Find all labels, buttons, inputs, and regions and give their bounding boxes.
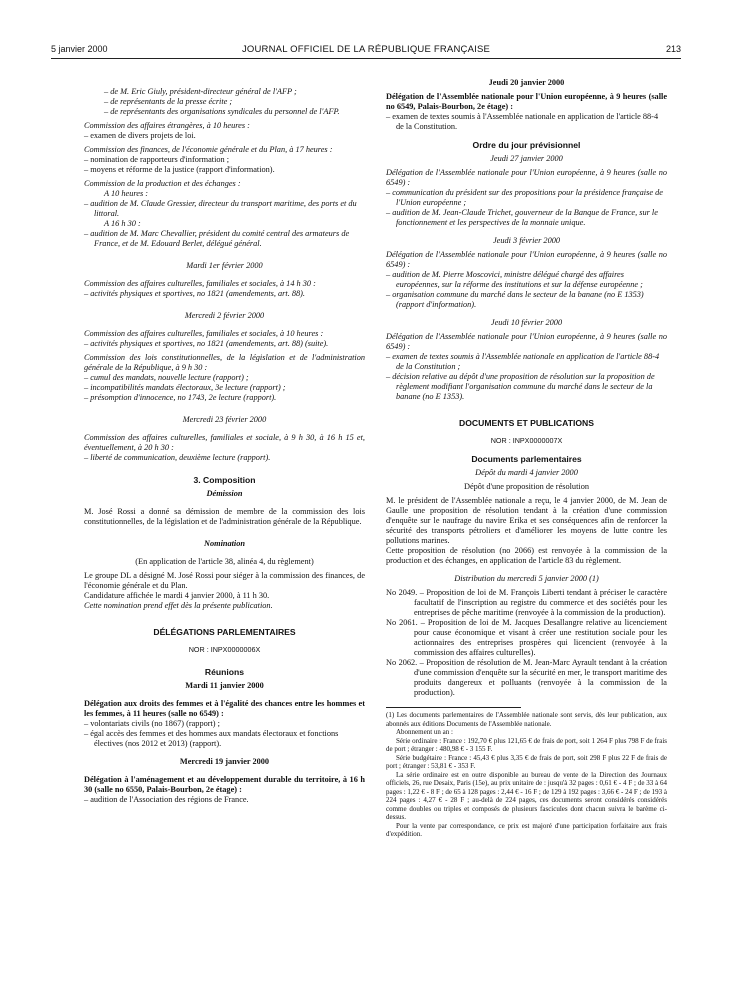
list-item: – nomination de rapporteurs d'information ;	[84, 155, 230, 164]
document-entry	[386, 588, 667, 618]
list-item: – activités physiques et sportives, no 1821 (amendements, art. 88).	[84, 289, 305, 298]
date-heading: Jeudi 10 février 2000	[490, 318, 563, 327]
list-item: – examen de divers projets de loi.	[84, 131, 196, 140]
date-heading: Mercredi 2 février 2000	[184, 311, 265, 320]
document-number: No 2062.	[386, 658, 418, 667]
footnote: Abonnement un an :	[396, 728, 453, 736]
commission-heading: Commission des affaires culturelles, familiales et sociales, à 10 heures :	[84, 329, 324, 338]
list-item: – audition de M. Pierre Moscovici, ministre délégué chargé des affaires européennes, sur la réforme des institutions et sur la défense européenne ;	[386, 270, 643, 289]
commission-heading: Commission des affaires étrangères, à 10 heures :	[84, 121, 250, 130]
delegation-heading: Délégation de l'Assemblée nationale pour l'Union européenne, à 9 heures (salle no 6549) :	[386, 332, 667, 351]
list-item: – de représentants des organisations syndicales du personnel de l'AFP.	[104, 107, 340, 116]
footnotes	[386, 711, 667, 839]
footnote: Série ordinaire : France : 192,70 € plus 121,65 € de frais de port, soit 1 264 F plus 798 F de frais de port ; étranger : 480,98 € - 3 155 F.	[386, 736, 667, 753]
list-item: – présomption d'innocence, no 1743, 2e lecture (rapport).	[84, 393, 277, 402]
footnote: Série budgétaire : France : 45,43 € plus 3,35 € de frais de port, soit 298 F plus 22 F de frais de port ; étranger : 53,81 € - 353 F.	[386, 753, 667, 770]
commission-heading: Commission des lois constitutionnelles, de la législation et de l'administration générale de la République, à 9 h 30 :	[84, 353, 365, 372]
date-heading: Jeudi 20 janvier 2000	[488, 78, 565, 87]
section-heading-composition: 3. Composition	[193, 475, 256, 485]
list-item: – audition de l'Association des régions de France.	[84, 795, 249, 804]
date-heading: Mardi 1er février 2000	[186, 261, 263, 270]
section-heading-documents: DOCUMENTS ET PUBLICATIONS	[459, 418, 594, 428]
list-item: – audition de M. Marc Chevallier, président du comité central des armateurs de France, et de M. Edouard Berlet, délégué général.	[84, 229, 350, 248]
list-item: – de M. Eric Giuly, président-directeur général de l'AFP ;	[104, 87, 297, 96]
header-rule	[51, 58, 681, 59]
list-item: – volontariats civils (no 1867) (rapport) ;	[84, 719, 220, 728]
depot-title: Dépôt d'une proposition de résolution	[463, 482, 589, 491]
nor-reference: NOR : INPX0000007X	[490, 436, 563, 445]
page-header	[51, 44, 681, 58]
delegation-heading: Délégation de l'Assemblée nationale pour l'Union européenne, à 9 heures (salle no 6549) :	[386, 168, 667, 187]
date-heading: Mercredi 19 janvier 2000	[179, 757, 270, 766]
demission-text: M. José Rossi a donné sa démission de membre de la commission des lois constitutionnelles, de la législation et de l'administration générale de la République.	[84, 507, 365, 526]
page-number: 213	[665, 44, 681, 54]
list-item: – liberté de communication, deuxième lecture (rapport).	[84, 453, 271, 462]
subheading-ordre-du-jour: Ordre du jour prévisionnel	[472, 140, 581, 150]
list-item: – audition de M. Claude Gressier, directeur du transport maritime, des ports et du littoral.	[84, 199, 357, 218]
subheading-documents-parlementaires: Documents parlementaires	[471, 454, 582, 464]
footnote: (1) Les documents parlementaires de l'Assemblée nationale sont servis, dès leur publication, aux abonnés aux éditions Documents de l'Assemblée nationale.	[386, 711, 667, 728]
nor-reference: NOR : INPX0000006X	[188, 645, 261, 654]
list-item: – examen de textes soumis à l'Assemblée nationale en application de l'article 88-4 de la Constitution ;	[386, 352, 660, 371]
issue-date: 5 janvier 2000	[51, 44, 108, 54]
document-entry	[386, 658, 667, 698]
date-heading: Jeudi 27 janvier 2000	[490, 154, 563, 163]
document-entry	[386, 618, 667, 658]
list-item: – communication du président sur des propositions pour la présidence française de l'Union européenne ;	[386, 188, 663, 207]
intro-list	[84, 87, 365, 117]
subheading-nomination: Nomination	[203, 539, 246, 548]
date-heading: Jeudi 3 février 2000	[492, 236, 561, 245]
list-item: – audition de M. Jean-Claude Trichet, gouverneur de la Banque de France, sur le fonctionnement et les perspectives de la monnaie unique.	[386, 208, 658, 227]
delegation-heading: Délégation à l'aménagement et au développement durable du territoire, à 16 h 30 (salle no 6550, Palais-Bourbon, 2e étage) :	[84, 775, 365, 794]
list-item: – cumul des mandats, nouvelle lecture (rapport) ;	[84, 373, 249, 382]
depot-date: Dépôt du mardi 4 janvier 2000	[475, 468, 578, 477]
date-heading: Mercredi 23 février 2000	[182, 415, 267, 424]
delegation-heading: Délégation aux droits des femmes et à l'égalité des chances entre les hommes et les femmes, à 11 heures (salle no 6549) :	[84, 699, 365, 718]
commission-heading: Commission de la production et des échanges :	[84, 179, 241, 188]
list-item: – organisation commune du marché dans le secteur de la banane (no E 1353) (rapport d'information).	[386, 290, 644, 309]
time-label: A 16 h 30 :	[104, 219, 141, 228]
commission-heading: Commission des finances, de l'économie générale et du Plan, à 17 heures :	[84, 145, 333, 154]
list-item: – examen de textes soumis à l'Assemblée nationale en application de l'article 88-4 de la Constitution.	[386, 112, 659, 131]
nomination-reference: (En application de l'article 38, alinéa 4, du règlement)	[135, 557, 314, 566]
candidature-text: Candidature affichée le mardi 4 janvier 2000, à 11 h 30.	[84, 591, 270, 600]
footnote: Pour la vente par correspondance, ce prix est majoré d'une participation forfaitaire aux frais d'expédition.	[386, 821, 667, 838]
list-item: – décision relative au dépôt d'une proposition de résolution sur la proposition de règlement modifiant l'organisation commune du marché dans le secteur de la banane (no E 1353).	[386, 372, 655, 401]
time-label: A 10 heures :	[104, 189, 149, 198]
delegation-heading: Délégation de l'Assemblée nationale pour l'Union européenne, à 9 heures (salle no 6549) :	[386, 250, 667, 269]
effect-text: Cette nomination prend effet dès la présente publication.	[84, 601, 273, 610]
right-column	[386, 78, 667, 839]
list-item: – de représentants de la presse écrite ;	[104, 97, 233, 106]
document-number: No 2061.	[386, 618, 418, 627]
depot-text: M. le président de l'Assemblée nationale a reçu, le 4 janvier 2000, de M. Jean de Gaulle une proposition de résolution tendant à la création d'une commission d'enquête sur le naufrage du navire Erika et ses conséquences afin de renforcer la sécurité des transports pétroliers et d'améliorer les moyens de lutte contre les pollutions marines.	[386, 496, 667, 545]
commission-heading: Commission des affaires culturelles, familiales et sociale, à 9 h 30, à 16 h 15 et, éventuellement, à 20 h 30 :	[84, 433, 365, 452]
date-heading: Mardi 11 janvier 2000	[185, 681, 264, 690]
document-text: – Proposition de loi de M. Jacques Desallangre relative au licenciement pour cause économique et visant à créer une restitution sociale pour les actionnaires des entreprises prospères qui licencient (renvoyée à la commission des affaires culturelles).	[414, 618, 667, 657]
list-item: – moyens et réforme de la justice (rapport d'information).	[84, 165, 275, 174]
document-text: – Proposition de résolution de M. Jean-Marc Ayrault tendant à la création d'une commission d'enquête sur la sécurité en mer, le transport maritime des produits dangereux et polluants (renvoyée à la commission de la production).	[414, 658, 667, 697]
journal-title: JOURNAL OFFICIEL DE LA RÉPUBLIQUE FRANÇAISE	[241, 44, 491, 55]
delegation-heading: Délégation de l'Assemblée nationale pour l'Union européenne, à 9 heures (salle no 6549, Palais-Bourbon, 2e étage) :	[386, 92, 667, 111]
list-item: – incompatibilités mandats électoraux, 3e lecture (rapport) ;	[84, 383, 286, 392]
footnote: La série ordinaire est en outre disponible au bureau de vente de la Direction des Journaux officiels, 26, rue Desaix, Paris (15e), au prix unitaire de : jusqu'à 32 pages : 0,61 € - 4 F ; de 33 à 64 pages : 1,22 € - 8 F ; de 65 à 128 pages : 2,44 € - 16 F ; de 129 à 192 pages : 3,66 € - 24 F ; de 193 à 224 pages : 4,27 € - 28 F ; au-delà de 224 pages, ces documents seront considérés considérés comme doubles ou triples et composés de plusieurs fascicules dont chacun suivra le barème ci-dessus.	[386, 770, 667, 821]
footnote-rule	[386, 707, 521, 708]
document-text: – Proposition de loi de M. François Liberti tendant à préciser le caractère facultatif de l'inscription au registre du commerce et des sociétés pour les entreprises de pêche maritime (renvoyée à la commission de la production).	[414, 588, 667, 617]
subheading-demission: Démission	[206, 489, 243, 498]
renvoi-text: Cette proposition de résolution (no 2066) est renvoyée à la commission de la production et des échanges, en application de l'article 83 du règlement.	[386, 546, 667, 565]
commission-heading: Commission des affaires culturelles, familiales et sociales, à 14 h 30 :	[84, 279, 316, 288]
list-item: – activités physiques et sportives, no 1821 (amendements, art. 88) (suite).	[84, 339, 329, 348]
left-column	[84, 87, 365, 805]
distribution-heading: Distribution du mercredi 5 janvier 2000 (1)	[454, 574, 599, 583]
list-item: – égal accès des femmes et des hommes aux mandats électoraux et fonctions électives (nos 2012 et 2013) (rapport).	[84, 729, 339, 748]
document-number: No 2049.	[386, 588, 418, 597]
nomination-text: Le groupe DL a désigné M. José Rossi pour siéger à la commission des finances, de l'économie générale et du Plan.	[84, 571, 365, 590]
subheading-reunions: Réunions	[204, 667, 245, 677]
section-heading-delegations: DÉLÉGATIONS PARLEMENTAIRES	[153, 627, 296, 637]
